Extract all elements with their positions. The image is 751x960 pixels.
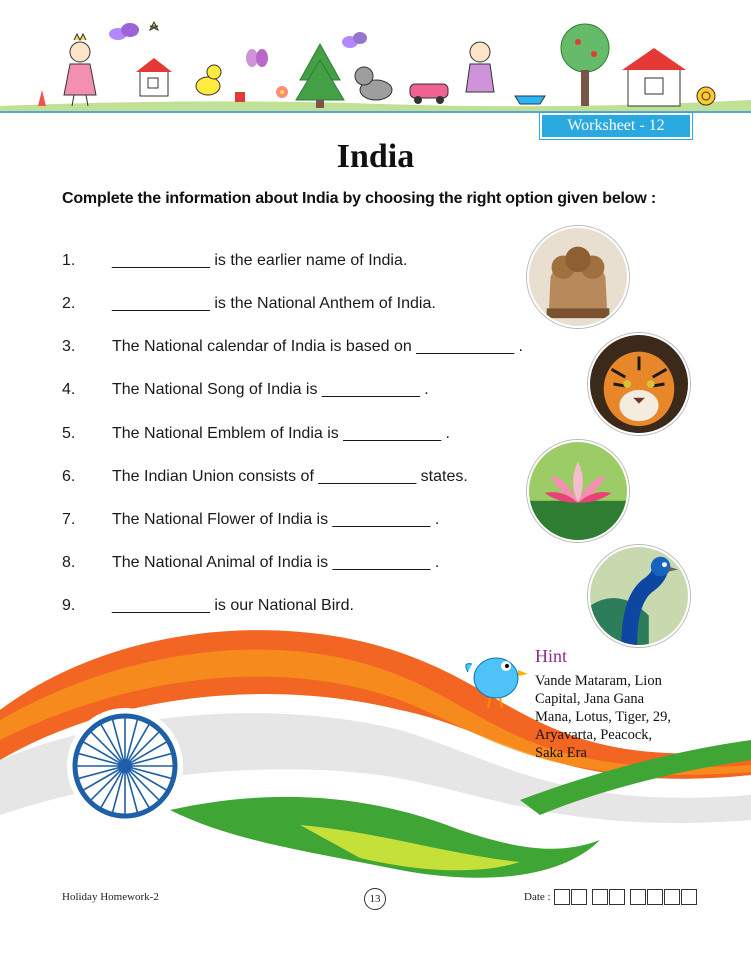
hint-line: Aryavarta, Peacock,: [535, 727, 653, 743]
question-text-after: .: [441, 425, 450, 442]
lotus-image: [527, 440, 629, 542]
page-title: India: [336, 138, 415, 175]
worksheet-badge: Worksheet - 12: [540, 113, 692, 139]
question-row: [62, 468, 468, 494]
question-text-after: is the National Anthem of India.: [209, 295, 436, 312]
kids-illustration-banner: [0, 0, 751, 120]
pine-tree-icon: [296, 44, 344, 108]
answer-blank[interactable]: ___________: [318, 468, 417, 485]
kid-icon: [466, 42, 494, 92]
question-text-before: The National Flower of India is: [112, 511, 333, 528]
butterfly-icon: [342, 32, 367, 48]
plant-icon: [38, 90, 46, 106]
question-text: [112, 295, 436, 313]
answer-blank[interactable]: ___________: [332, 511, 431, 528]
flower-icon: [276, 86, 288, 98]
question-text: [112, 338, 523, 356]
date-digit-box[interactable]: [609, 889, 625, 905]
answer-blank[interactable]: ___________: [112, 295, 210, 312]
question-number: 5.: [62, 425, 76, 442]
date-boxes[interactable]: [554, 889, 698, 905]
cat-icon: [355, 67, 392, 100]
girl-icon: [64, 34, 96, 106]
ashoka-chakra-icon: [67, 708, 183, 824]
question-number: 3.: [62, 338, 76, 355]
question-text-after: is the earlier name of India.: [209, 252, 408, 269]
car-icon: [410, 84, 448, 104]
date-digit-box[interactable]: [571, 889, 587, 905]
bird-icon: [460, 642, 530, 710]
question-text-after: .: [514, 338, 523, 355]
question-text: [112, 468, 468, 486]
question-number: 9.: [62, 597, 76, 614]
question-text-before: The National calendar of India is based on: [112, 338, 417, 355]
question-row: [62, 252, 407, 278]
question-text-after: states.: [416, 468, 468, 485]
question-text: [112, 554, 439, 572]
butterfly-icon: [246, 49, 268, 67]
butterfly-icon: [109, 23, 139, 40]
hint-line: Capital, Jana Gana: [535, 691, 645, 707]
date-digit-box[interactable]: [647, 889, 663, 905]
question-number: 8.: [62, 554, 76, 571]
answer-blank[interactable]: ___________: [332, 554, 431, 571]
instruction-text: Complete the information about India by choosing the right option given below :: [62, 190, 656, 207]
question-text-before: The National Song of India is: [112, 381, 322, 398]
answer-blank[interactable]: ___________: [343, 425, 442, 442]
question-number: 7.: [62, 511, 76, 528]
snail-icon: [697, 87, 715, 105]
question-text: [112, 425, 450, 443]
question-number: 2.: [62, 295, 76, 312]
date-digit-box[interactable]: [630, 889, 646, 905]
question-number: 1.: [62, 252, 76, 269]
house-icon: [622, 48, 686, 106]
star-icon: [150, 22, 158, 30]
house-icon: [136, 58, 172, 96]
answer-blank[interactable]: ___________: [416, 338, 515, 355]
question-text: [112, 511, 439, 529]
date-digit-box[interactable]: [592, 889, 608, 905]
tiger-image: [588, 333, 690, 435]
date-label: Date :: [524, 891, 551, 903]
lion-capital-image: [527, 226, 629, 328]
block-icon: [235, 92, 245, 102]
date-digit-box[interactable]: [664, 889, 680, 905]
date-digit-box[interactable]: [554, 889, 570, 905]
hint-line: Saka Era: [535, 745, 587, 761]
question-text-after: is our National Bird.: [209, 597, 354, 614]
question-text: [112, 252, 407, 270]
question-text-after: .: [430, 554, 440, 571]
question-text-after: .: [430, 511, 440, 528]
question-number: 6.: [62, 468, 76, 485]
apple-tree-icon: [561, 24, 609, 106]
question-number: 4.: [62, 381, 76, 398]
hint-title: Hint: [535, 646, 568, 666]
question-text: [112, 381, 429, 399]
footer-label: Holiday Homework-2: [62, 891, 159, 903]
answer-blank[interactable]: ___________: [112, 597, 210, 614]
question-row: [62, 425, 450, 451]
question-row: [62, 338, 523, 364]
question-row: [62, 381, 429, 407]
boat-icon: [515, 96, 545, 104]
hint-line: Vande Mataram, Lion: [535, 673, 662, 689]
question-text-before: The National Emblem of India is: [112, 425, 344, 442]
page-number: 13: [364, 888, 386, 910]
answer-blank[interactable]: ___________: [321, 381, 420, 398]
duck-icon: [196, 65, 221, 95]
hint-line: Mana, Lotus, Tiger, 29,: [535, 709, 671, 725]
date-digit-box[interactable]: [681, 889, 697, 905]
hint-body: [535, 672, 715, 762]
answer-blank[interactable]: ___________: [112, 252, 210, 269]
question-row: [62, 554, 439, 580]
question-text-after: .: [419, 381, 429, 398]
question-text-before: The National Animal of India is: [112, 554, 333, 571]
question-row: [62, 511, 439, 537]
question-row: [62, 295, 436, 321]
question-text-before: The Indian Union consists of: [112, 468, 319, 485]
